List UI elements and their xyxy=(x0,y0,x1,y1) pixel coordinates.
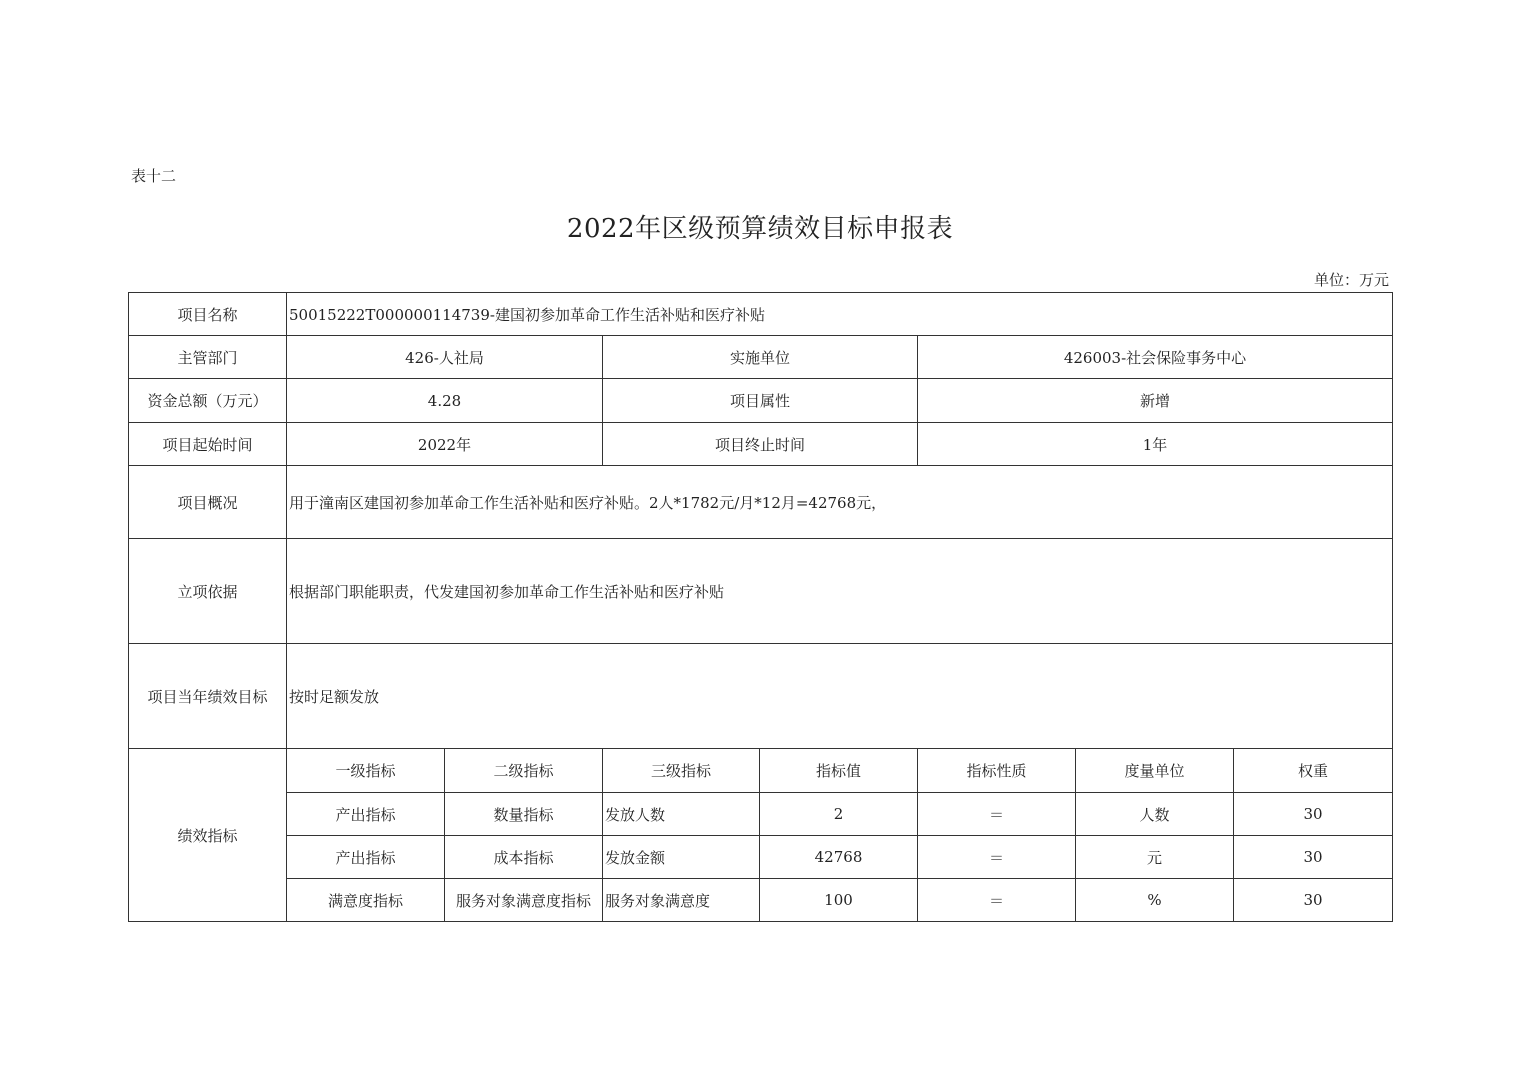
header-level1: 一级指标 xyxy=(287,749,445,793)
overview-value: 用于潼南区建国初参加革命工作生活补贴和医疗补贴。2人*1782元/月*12月=42768元， xyxy=(287,466,1393,539)
header-weight: 权重 xyxy=(1234,749,1393,793)
level2-cell: 成本指标 xyxy=(445,836,603,879)
unit-cell: 元 xyxy=(1076,836,1234,879)
header-unit: 度量单位 xyxy=(1076,749,1234,793)
level1-cell: 产出指标 xyxy=(287,836,445,879)
annual-goal-value: 按时足额发放 xyxy=(287,644,1393,749)
department-label: 主管部门 xyxy=(129,336,287,379)
level2-cell: 服务对象满意度指标 xyxy=(445,879,603,922)
value-cell: 100 xyxy=(760,879,918,922)
fund-total-value: 4.28 xyxy=(287,379,603,423)
implementing-unit-value: 426003-社会保险事务中心 xyxy=(918,336,1393,379)
level1-cell: 满意度指标 xyxy=(287,879,445,922)
basis-value: 根据部门职能职责，代发建国初参加革命工作生活补贴和医疗补贴 xyxy=(287,539,1393,644)
project-attribute-value: 新增 xyxy=(918,379,1393,423)
nature-cell: ＝ xyxy=(918,793,1076,836)
page-title: 2022年区级预算绩效目标申报表 xyxy=(566,214,954,244)
level1-cell: 产出指标 xyxy=(287,793,445,836)
weight-cell: 30 xyxy=(1234,879,1393,922)
header-level3: 三级指标 xyxy=(603,749,760,793)
weight-cell: 30 xyxy=(1234,836,1393,879)
weight-cell: 30 xyxy=(1234,793,1393,836)
row-basis xyxy=(129,539,1393,644)
header-nature: 指标性质 xyxy=(918,749,1076,793)
table-row xyxy=(129,793,1393,836)
project-name-value: 50015222T000000114739-建国初参加革命工作生活补贴和医疗补贴 xyxy=(287,293,1393,336)
header-value: 指标值 xyxy=(760,749,918,793)
value-cell: 2 xyxy=(760,793,918,836)
table-row xyxy=(129,879,1393,922)
row-period xyxy=(129,423,1393,466)
department-value: 426-人社局 xyxy=(287,336,603,379)
row-project-name xyxy=(129,293,1393,336)
end-time-label: 项目终止时间 xyxy=(603,423,918,466)
level3-cell: 发放金额 xyxy=(603,836,760,879)
project-name-label: 项目名称 xyxy=(129,293,287,336)
annual-goal-label: 项目当年绩效目标 xyxy=(129,644,287,749)
row-department xyxy=(129,336,1393,379)
performance-target-table xyxy=(128,292,1393,922)
row-annual-goal xyxy=(129,644,1393,749)
fund-total-label: 资金总额（万元） xyxy=(129,379,287,423)
nature-cell: ＝ xyxy=(918,879,1076,922)
row-fund xyxy=(129,379,1393,423)
implementing-unit-label: 实施单位 xyxy=(603,336,918,379)
level3-cell: 服务对象满意度 xyxy=(603,879,760,922)
start-time-value: 2022年 xyxy=(287,423,603,466)
start-time-label: 项目起始时间 xyxy=(129,423,287,466)
indicator-header-row xyxy=(129,749,1393,793)
table-row xyxy=(129,836,1393,879)
end-time-value: 1年 xyxy=(918,423,1393,466)
unit-cell: % xyxy=(1076,879,1234,922)
unit-label: 单位：万元 xyxy=(1313,271,1389,289)
table-number-label: 表十二 xyxy=(131,167,177,185)
level2-cell: 数量指标 xyxy=(445,793,603,836)
indicators-section-label: 绩效指标 xyxy=(129,749,287,922)
unit-cell: 人数 xyxy=(1076,793,1234,836)
level3-cell: 发放人数 xyxy=(603,793,760,836)
basis-label: 立项依据 xyxy=(129,539,287,644)
nature-cell: ＝ xyxy=(918,836,1076,879)
project-attribute-label: 项目属性 xyxy=(603,379,918,423)
row-overview xyxy=(129,466,1393,539)
value-cell: 42768 xyxy=(760,836,918,879)
header-level2: 二级指标 xyxy=(445,749,603,793)
overview-label: 项目概况 xyxy=(129,466,287,539)
